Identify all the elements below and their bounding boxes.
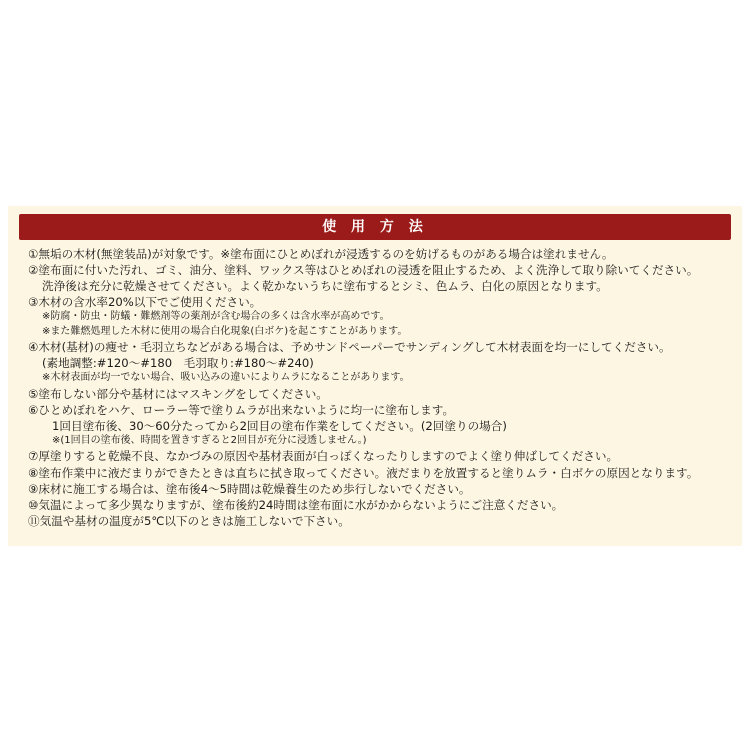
instruction-line: ⑩気温によって多少異なりますが、塗布後約24時間は塗布面に水がかからないようにご注意ください。 xyxy=(28,497,564,512)
instruction-line: ※防腐・防虫・防蟻・難燃剤等の薬剤が含む場合の多くは含水率が高めです。 xyxy=(42,311,390,323)
instruction-line: ※また難燃処理した木材に使用の場合白化現象(白ボケ)を起こすことがあります。 xyxy=(42,325,408,337)
instruction-line: ⑪気温や基材の温度が5℃以下のときは施工しないで下さい。 xyxy=(28,513,350,528)
instruction-line: ①無垢の木材(無塗装品)が対象です。※塗布面にひとめぼれが浸透するのを妨げるものがある場合は塗れません。 xyxy=(28,247,614,261)
section-title: 使 用 方 法 xyxy=(322,219,428,235)
instruction-line: ※(1回目の塗布後、時間を置きすぎると2回目が充分に浸透しません。) xyxy=(52,435,367,447)
instructions-list xyxy=(28,246,728,529)
instruction-line: ②塗布面に付いた汚れ、ゴミ、油分、塗料、ワックス等はひとめぼれの浸透を阻止するため、よく洗浄して取り除いてください。 xyxy=(28,263,699,278)
instruction-line: ③木材の含水率20%以下でご使用ください。 xyxy=(28,295,262,310)
instruction-line: ⑥ひとめぼれをハケ、ローラー等で塗りムラが出来ないように均一に塗布します。 xyxy=(28,402,455,417)
instruction-line: ④木材(基材)の痩せ・毛羽立ちなどがある場合は、予めサンドペーパーでサンディングして木材表面を均一にしてください。 xyxy=(28,340,671,355)
instruction-line: ※木材表面が均一でない場合、吸い込みの違いによりムラになることがあります。 xyxy=(42,372,410,384)
instruction-line: 洗浄後は充分に乾燥させてください。よく乾かないうちに塗布するとシミ、色ムラ、白化の原因となります。 xyxy=(42,279,608,294)
section-header-bar xyxy=(19,214,731,240)
instruction-line: (素地調整:#120〜#180 毛羽取り:#180〜#240) xyxy=(42,356,314,371)
instruction-line: 1回目塗布後、30〜60分たってから2回目の塗布作業をしてください。(2回塗りの場合) xyxy=(52,418,507,433)
instruction-line: ⑦厚塗りすると乾燥不良、なかづみの原因や基材表面が白っぽくなったりしますのでよく塗り伸ばしてください。 xyxy=(28,449,619,464)
usage-instructions-panel xyxy=(8,206,742,546)
instruction-line: ⑨床材に施工する場合は、塗布後4〜5時間は乾燥養生のため歩行しないでください。 xyxy=(28,481,471,496)
instruction-line: ⑧塗布作業中に液だまりができたときは直ちに拭き取ってください。液だまりを放置すると塗りムラ・白ボケの原因となります。 xyxy=(28,465,699,480)
instruction-line: ⑤塗布しない部分や基材にはマスキングをしてください。 xyxy=(28,386,328,401)
